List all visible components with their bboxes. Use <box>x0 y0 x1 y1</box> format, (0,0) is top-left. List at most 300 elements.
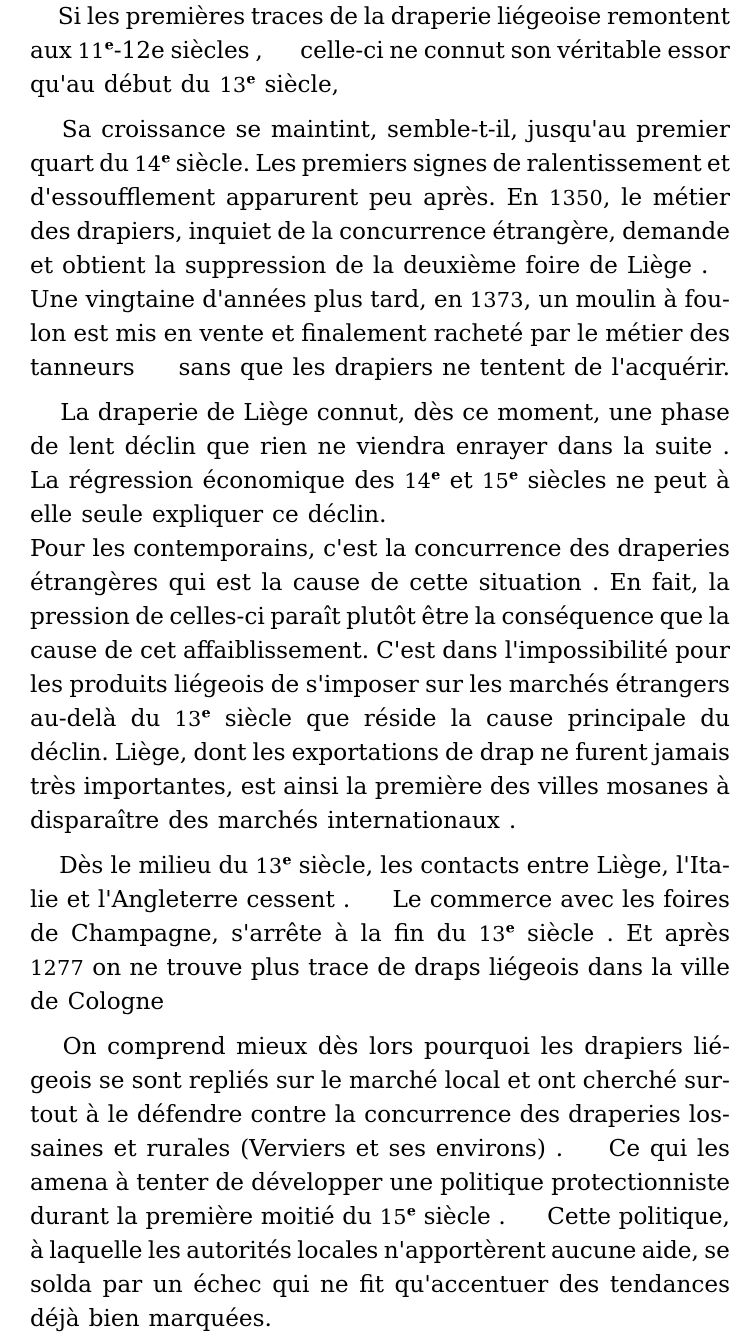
word: pourquoi <box>423 1033 530 1060</box>
word: viendra <box>356 433 446 460</box>
word: liégeoise <box>497 3 602 30</box>
word: la <box>116 1203 138 1230</box>
word: les <box>252 739 286 766</box>
word: finalement <box>301 320 427 347</box>
word: marchés <box>508 671 610 698</box>
space <box>692 249 701 283</box>
wide-space <box>268 34 294 68</box>
word: dans <box>587 954 644 981</box>
word: paraît <box>270 603 341 630</box>
word: qui <box>272 1271 310 1298</box>
word: le <box>107 1101 129 1128</box>
word: une <box>608 399 653 426</box>
word: liégeois <box>173 671 265 698</box>
word: En <box>506 184 539 211</box>
word: la <box>708 603 730 630</box>
word: régression <box>68 467 194 494</box>
word: marquées. <box>148 1305 272 1332</box>
space <box>146 249 155 283</box>
word: cherché <box>582 1067 678 1094</box>
word: essor <box>667 37 730 64</box>
word: geois <box>30 1067 92 1094</box>
paragraph-indent <box>30 113 52 147</box>
word: affaiblissement. <box>183 637 370 664</box>
word: étrangers <box>615 671 730 698</box>
word: les <box>86 3 120 30</box>
word: du <box>342 1203 373 1230</box>
word: C'est <box>376 637 436 664</box>
word: est <box>73 320 109 347</box>
text-line <box>30 147 730 181</box>
word: vente <box>199 320 265 347</box>
word: première <box>145 1203 254 1230</box>
word: . <box>592 569 600 596</box>
word: étrangères <box>30 569 159 596</box>
word: de <box>329 3 359 30</box>
space <box>210 68 219 102</box>
word: les <box>147 1237 181 1264</box>
word: des <box>489 773 531 800</box>
word: défendre <box>136 1101 243 1128</box>
word: 15e <box>379 1202 416 1229</box>
word: le <box>320 1067 342 1094</box>
word: . <box>555 1135 564 1162</box>
word: La <box>60 399 90 426</box>
word: drap <box>479 739 535 766</box>
word: qui <box>168 569 206 596</box>
word: et <box>507 1067 531 1094</box>
word: de <box>30 433 59 460</box>
word: de <box>377 954 406 981</box>
word: protectionniste <box>551 1169 730 1196</box>
word: lié- <box>693 1033 730 1060</box>
word: entre <box>526 852 590 879</box>
word: lie <box>30 886 59 913</box>
word: pour <box>675 637 730 664</box>
word: plus <box>313 286 363 313</box>
word: locales <box>297 1237 379 1264</box>
word: l'acquérir. <box>611 354 730 381</box>
paragraph-indent <box>30 1030 52 1064</box>
word: draperie <box>390 3 492 30</box>
word: jusqu'au <box>527 116 627 143</box>
word: ne <box>615 467 645 494</box>
text-line <box>30 804 730 838</box>
word: (Verviers <box>240 1135 346 1162</box>
word: tout <box>30 1101 78 1128</box>
text-line <box>30 498 730 532</box>
word: ne <box>129 954 159 981</box>
word: les <box>469 671 503 698</box>
text-line <box>30 317 730 351</box>
word: de <box>370 569 399 596</box>
word: la <box>385 535 407 562</box>
word: cause <box>486 705 554 732</box>
word: . <box>342 886 351 913</box>
word: importantes, <box>83 773 234 800</box>
paragraph-spacer <box>30 838 730 849</box>
word: du <box>180 71 211 98</box>
word: pression <box>30 603 130 630</box>
word: les <box>30 671 64 698</box>
word: concurrence <box>414 535 562 562</box>
word: autorités <box>186 1237 292 1264</box>
word: demande <box>622 218 730 245</box>
word: le <box>620 184 643 211</box>
text-line <box>30 283 730 317</box>
word: conséquence <box>501 603 655 630</box>
word: l'impossibilité <box>504 637 669 664</box>
word: à <box>716 467 730 494</box>
word: moment, <box>497 399 601 426</box>
text-line <box>30 849 730 883</box>
word: fin <box>393 920 425 947</box>
word: cause <box>30 637 98 664</box>
word: de <box>135 603 164 630</box>
word: contemporains, <box>133 535 316 562</box>
word: Cologne <box>67 988 165 1015</box>
word: liégeois <box>488 954 580 981</box>
text-line <box>30 396 730 430</box>
word: Liège, <box>596 852 669 879</box>
word: se <box>98 1067 125 1094</box>
wide-space <box>513 1200 539 1234</box>
text-line <box>30 351 730 385</box>
word: dans <box>557 433 614 460</box>
word: deuxième <box>403 252 517 279</box>
space <box>209 804 218 838</box>
word: de <box>573 354 603 381</box>
word: le <box>577 320 599 347</box>
word: à <box>30 1237 44 1264</box>
word: par <box>530 320 571 347</box>
word: se <box>235 116 262 143</box>
word: et <box>113 1135 137 1162</box>
word: que <box>206 433 250 460</box>
text-line <box>30 1132 730 1166</box>
word: exportations <box>291 739 439 766</box>
word: , <box>255 37 263 64</box>
paragraph <box>30 113 730 385</box>
word: aux <box>30 37 72 64</box>
word: à <box>115 1169 130 1196</box>
word: elle <box>30 501 73 528</box>
word: 14e <box>134 149 171 176</box>
word: peut <box>653 467 707 494</box>
word: les <box>92 535 126 562</box>
word: des <box>30 218 71 245</box>
text-line <box>30 985 730 1019</box>
word: 15e <box>482 466 519 493</box>
word: tentent <box>479 354 565 381</box>
text-line <box>30 1200 730 1234</box>
word: un <box>538 286 569 313</box>
word: quart <box>30 150 95 177</box>
word: Dès <box>59 852 104 879</box>
word: rurales <box>146 1135 231 1162</box>
word: des <box>354 467 395 494</box>
word: échec <box>193 1271 262 1298</box>
word: siècle. <box>175 150 251 177</box>
word: durant <box>30 1203 109 1230</box>
word: que <box>659 603 704 630</box>
word: Liège <box>243 399 309 426</box>
word: fou- <box>684 286 730 313</box>
word: semble-t-il, <box>387 116 518 143</box>
space <box>143 498 152 532</box>
text-line <box>30 1098 730 1132</box>
word: et <box>271 320 295 347</box>
word: est <box>215 569 251 596</box>
text-line <box>30 883 730 917</box>
word: vingtaine <box>85 286 195 313</box>
word: moitié <box>260 1203 335 1230</box>
word: siècle <box>224 705 292 732</box>
word: comprend <box>107 1033 226 1060</box>
space <box>176 249 185 283</box>
word: mosanes <box>606 773 709 800</box>
word: de <box>445 739 474 766</box>
word: principale <box>567 705 687 732</box>
text-line <box>30 634 730 668</box>
word: réside <box>363 705 437 732</box>
word: un <box>152 1271 183 1298</box>
paragraph-indent <box>30 396 52 430</box>
word: seule <box>81 501 143 528</box>
word: signes <box>412 150 488 177</box>
word: phase <box>660 399 730 426</box>
word: concurrence <box>339 218 487 245</box>
word: marchés <box>217 807 319 834</box>
word: véritable <box>557 37 662 64</box>
word: contacts <box>420 852 520 879</box>
text-line <box>30 34 730 68</box>
word: repliés <box>188 1067 269 1094</box>
word: la <box>311 218 334 245</box>
text-line <box>30 951 730 985</box>
word: rien <box>260 433 308 460</box>
word: Sa <box>61 116 92 143</box>
word: draperies <box>617 535 730 562</box>
word: mis <box>115 320 157 347</box>
space <box>159 804 168 838</box>
word: lors <box>368 1033 414 1060</box>
word: . <box>508 807 517 834</box>
word: obtient <box>62 252 146 279</box>
word: la <box>474 603 496 630</box>
word: milieu <box>138 852 212 879</box>
space <box>364 249 373 283</box>
word: ce <box>272 501 299 528</box>
word: suppression <box>184 252 327 279</box>
word: et <box>30 252 54 279</box>
word: les <box>622 886 656 913</box>
word: de <box>30 988 59 1015</box>
word: ses <box>388 1135 426 1162</box>
word: marché <box>349 1067 438 1094</box>
word: les <box>696 1135 730 1162</box>
word: 13e <box>478 919 515 946</box>
word: l'Ita- <box>675 852 730 879</box>
word: Liège, <box>114 739 188 766</box>
word: fit <box>359 1271 384 1298</box>
paragraph <box>30 1030 730 1336</box>
word: aucune <box>551 1237 637 1264</box>
word: les <box>380 852 414 879</box>
word: drapiers <box>334 354 434 381</box>
word: produits <box>69 671 168 698</box>
word: c'est <box>323 535 378 562</box>
word: s'imposer <box>305 671 419 698</box>
word: draperie <box>97 399 199 426</box>
word: solda <box>30 1271 92 1298</box>
word: Cette <box>547 1203 611 1230</box>
space <box>326 249 335 283</box>
word: la <box>261 569 283 596</box>
word: siècles <box>170 37 250 64</box>
word: la <box>651 954 673 981</box>
word: la <box>623 433 645 460</box>
word: Ce <box>608 1135 641 1162</box>
word: siècle <box>527 920 595 947</box>
space <box>500 804 509 838</box>
word: ne <box>317 433 347 460</box>
word: amena <box>30 1169 109 1196</box>
text-line <box>30 736 730 770</box>
word: 1350, <box>548 184 611 211</box>
space <box>59 985 68 1019</box>
word: une <box>389 1169 434 1196</box>
word: du <box>218 852 249 879</box>
word: suite <box>654 433 713 460</box>
word: premières <box>125 3 246 30</box>
space <box>299 498 308 532</box>
word: trouve <box>166 954 243 981</box>
word: local <box>444 1067 501 1094</box>
word: de <box>589 252 618 279</box>
word: En <box>609 569 642 596</box>
wide-space <box>358 883 384 917</box>
space <box>394 249 403 283</box>
word: situation <box>478 569 582 596</box>
word: de <box>335 252 364 279</box>
word: drapiers <box>584 1033 683 1060</box>
space <box>95 68 104 102</box>
word: qu'accentuer <box>394 1271 549 1298</box>
word: tendances <box>609 1271 730 1298</box>
word: qui <box>649 1135 688 1162</box>
text-line <box>30 464 730 498</box>
word: ne <box>389 37 419 64</box>
text-line <box>30 566 730 600</box>
word: 13e <box>219 70 256 97</box>
word: siècle, <box>298 852 374 879</box>
text-line <box>30 113 730 147</box>
word: à <box>85 1101 100 1128</box>
word: inquiet <box>188 218 272 245</box>
word: de <box>206 399 236 426</box>
word: étrangère, <box>492 218 617 245</box>
word: lent <box>68 433 115 460</box>
word: être <box>421 603 470 630</box>
text-line <box>30 0 730 34</box>
word: peu <box>368 184 413 211</box>
text-line <box>30 702 730 736</box>
paragraph-spacer <box>30 102 730 113</box>
word: 1373, <box>469 286 532 313</box>
text-line <box>30 181 730 215</box>
word: ainsi <box>283 773 339 800</box>
paragraph-indent <box>30 849 52 883</box>
word: environs) <box>435 1135 546 1162</box>
word: ont <box>537 1067 576 1094</box>
word: déclin. <box>30 739 109 766</box>
word: de <box>104 637 133 664</box>
word: les <box>540 1033 574 1060</box>
word: ne <box>319 1271 349 1298</box>
word: en <box>433 286 463 313</box>
word: 13e <box>255 851 292 878</box>
word: tard, <box>370 286 427 313</box>
word: ne <box>540 739 570 766</box>
text-line <box>30 770 730 804</box>
word: qu'au <box>30 71 95 98</box>
word: s'arrête <box>231 920 323 947</box>
word: les <box>292 354 326 381</box>
word: foires <box>663 886 730 913</box>
text-line <box>30 668 730 702</box>
word: foire <box>525 252 581 279</box>
space <box>140 1302 149 1336</box>
word: et <box>449 467 473 494</box>
word: la <box>334 1101 356 1128</box>
word: maintint, <box>270 116 378 143</box>
space <box>172 68 181 102</box>
word: métier <box>605 320 683 347</box>
word: en <box>163 320 193 347</box>
word: concurrence <box>364 1101 512 1128</box>
word: . <box>498 1203 506 1230</box>
word: économique <box>202 467 345 494</box>
word: sont <box>131 1067 182 1094</box>
word: politique <box>440 1169 545 1196</box>
text-line <box>30 1234 730 1268</box>
word: tanneurs <box>30 354 135 381</box>
word: commerce <box>429 886 553 913</box>
word: Une <box>30 286 79 313</box>
space <box>53 249 62 283</box>
word: traces <box>250 3 324 30</box>
word: n'apportèrent <box>383 1237 546 1264</box>
wide-space <box>144 351 170 385</box>
word: on <box>92 954 122 981</box>
space <box>256 68 265 102</box>
word: ralentissement <box>526 150 702 177</box>
word: 13e <box>174 704 211 731</box>
word: fait, <box>651 569 699 596</box>
word: cause <box>292 569 361 596</box>
word: saines <box>30 1135 104 1162</box>
word: au-delà <box>30 705 117 732</box>
text-line <box>30 600 730 634</box>
word: sur <box>425 671 464 698</box>
word: draps <box>414 954 481 981</box>
paragraph-indent <box>30 0 52 34</box>
paragraph <box>30 0 730 102</box>
word: lon <box>30 320 67 347</box>
word: la <box>450 705 472 732</box>
word: dès <box>413 399 454 426</box>
